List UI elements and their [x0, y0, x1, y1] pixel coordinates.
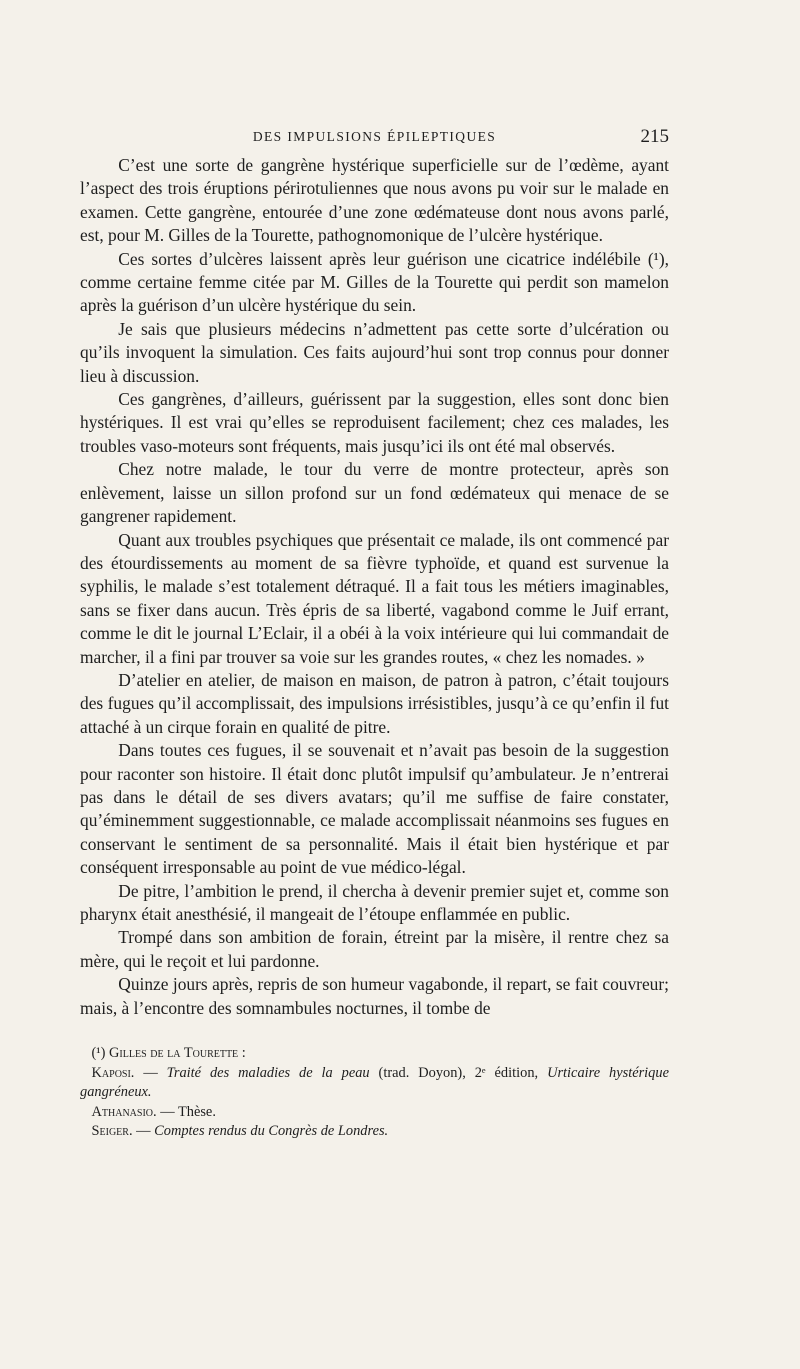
- footnote-marker: (¹): [91, 1045, 106, 1062]
- footnote-author: Athanasio.: [91, 1103, 157, 1120]
- paragraph: Ces sortes d’ulcères laissent après leur guérison une cicatrice indélébile (¹), comme certaine femme citée par M. Gilles de la Tourette qui perdit son mamelon après la guérison d’un ulcère hystérique du sein.: [80, 248, 669, 316]
- footnote-topic: Urticaire hystérique gangréneux.: [80, 1064, 669, 1101]
- footnotes: [80, 1044, 669, 1142]
- book-page: [80, 126, 669, 1142]
- footnote-title: Traité des maladies de la peau: [166, 1064, 370, 1081]
- page-header: [80, 126, 669, 150]
- footnote-entry: Kaposi. — Traité des maladies de la peau (trad. Doyon), 2ᵉ édition, Urticaire hystérique gangréneux.: [80, 1064, 669, 1101]
- footnote-author: Seiger.: [91, 1123, 133, 1140]
- footnote-details: (trad. Doyon), 2ᵉ édition,: [378, 1064, 539, 1081]
- running-title: DES IMPULSIONS ÉPILEPTIQUES: [252, 129, 497, 144]
- footnote-work: — Thèse.: [160, 1103, 216, 1120]
- footnote-heading-text: Gilles de la Tourette :: [109, 1045, 246, 1062]
- paragraph: C’est une sorte de gangrène hystérique superficielle sur de l’œdème, ayant l’aspect des trois éruptions périrotuliennes que nous avons pu voir sur le malade en examen. Cette gangrène, entourée d’une zone œdémateuse dont nous avons parlé, est, pour M. Gilles de la Tourette, pathognomonique de l’ulcère hystérique.: [80, 155, 669, 246]
- paragraph: Trompé dans son ambition de forain, étreint par la misère, il rentre chez sa mère, qui le reçoit et lui pardonne.: [80, 927, 669, 971]
- paragraph: D’atelier en atelier, de maison en maison, de patron à patron, c’était toujours des fugues qu’il accomplissait, des impulsions irrésistibles, jusqu’à ce qu’enfin il fut attaché à un cirque forain en qualité de pitre.: [80, 669, 669, 737]
- paragraph: Je sais que plusieurs médecins n’admettent pas cette sorte d’ulcération ou qu’ils invoquent la simulation. Ces faits aujourd’hui sont trop connus pour donner lieu à discussion.: [80, 318, 669, 386]
- body-text: [80, 154, 669, 1020]
- page-number: 215: [640, 126, 669, 147]
- footnote-entry: [80, 1103, 669, 1123]
- paragraph: Dans toutes ces fugues, il se souvenait et n’avait pas besoin de la suggestion pour raconter son histoire. Il était donc plutôt impulsif qu’ambulateur. Je n’entrerai pas dans le détail de ses divers avatars; qu’il me suffise de faire constater, qu’éminemment suggestionnable, ce malade accomplissait néanmoins ses fugues en conservant le sentiment de sa personnalité. Mais il était bien hystérique et par conséquent irresponsable au point de vue médico-légal.: [80, 740, 669, 878]
- footnote-work: Comptes rendus du Congrès de Londres.: [154, 1123, 389, 1140]
- paragraph: Chez notre malade, le tour du verre de montre protecteur, après son enlèvement, laisse un sillon profond sur un fond œdémateux qui menace de se gangrener rapidement.: [80, 459, 669, 527]
- paragraph: Quant aux troubles psychiques que présentait ce malade, ils ont commencé par des étourdissements au moment de sa fièvre typhoïde, et quand est survenue la syphilis, le malade s’est totalement détraqué. Il a fait tous les métiers imaginables, sans se fixer dans aucun. Très épris de sa liberté, vagabond comme le Juif errant, comme le dit le journal L’Eclair, il a obéi à la voix intérieure qui lui commandait de marcher, il a fini par trouver sa voie sur les grandes routes, « chez les nomades. »: [80, 529, 669, 667]
- footnote-entry: Seiger. — Comptes rendus du Congrès de Londres.: [91, 1123, 389, 1140]
- paragraph: Ces gangrènes, d’ailleurs, guérissent par la suggestion, elles sont donc bien hystériques. Il est vrai qu’elles se reproduisent facilement; chez ces malades, les troubles vaso-moteurs sont fréquents, mais jusqu’ici ils ont été mal observés.: [80, 389, 669, 456]
- footnote-heading: [80, 1044, 669, 1064]
- footnote-author: Kaposi.: [91, 1064, 135, 1081]
- paragraph: De pitre, l’ambition le prend, il chercha à devenir premier sujet et, comme son pharynx était anesthésié, il mangeait de l’étoupe enflammée en public.: [80, 880, 669, 924]
- paragraph: Quinze jours après, repris de son humeur vagabonde, il repart, se fait couvreur; mais, à l’encontre des somnambules nocturnes, il tombe de: [80, 974, 669, 1018]
